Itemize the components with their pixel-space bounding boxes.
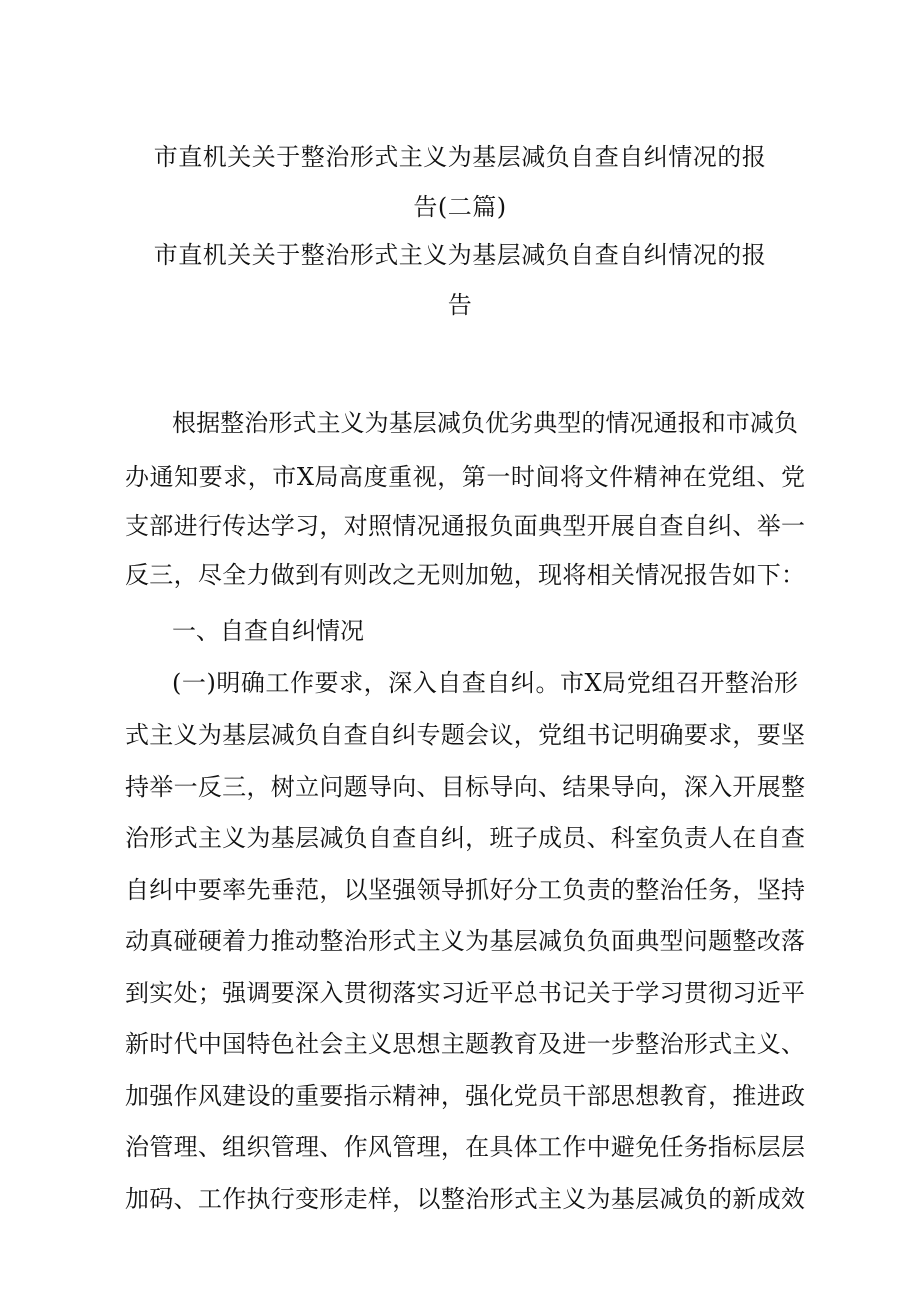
intro-line: 反三，尽全力做到有则改之无则加勉，现将相关情况报告如下： (125, 561, 805, 589)
intro-line: 办通知要求，市X局高度重视，第一时间将文件精神在党组、党 (125, 463, 805, 491)
paragraph-line: (一)明确工作要求，深入自查自纠。市X局党组召开整治形 (172, 669, 798, 697)
intro-line: 根据整治形式主义为基层减负优劣典型的情况通报和市减负 (172, 409, 798, 437)
document-title-line-2: 告(二篇) (413, 193, 507, 221)
document-title-line-4: 告 (447, 291, 473, 319)
paragraph-line: 持举一反三，树立问题导向、目标导向、结果导向，深入开展整 (125, 773, 805, 801)
paragraph-line: 加码、工作执行变形走样，以整治形式主义为基层减负的新成效 (125, 1185, 805, 1213)
paragraph-line: 到实处；强调要深入贯彻落实习近平总书记关于学习贯彻习近平 (125, 979, 805, 1007)
section-heading: 一、自查自纠情况 (172, 617, 364, 645)
intro-line: 支部进行传达学习，对照情况通报负面典型开展自查自纠、举一 (125, 512, 805, 540)
paragraph-line: 新时代中国特色社会主义思想主题教育及进一步整治形式主义、 (125, 1030, 805, 1058)
document-title-line-3: 市直机关关于整治形式主义为基层减负自查自纠情况的报 (153, 241, 767, 269)
paragraph-line: 治形式主义为基层减负自查自纠，班子成员、科室负责人在自查 (125, 824, 805, 852)
paragraph-line: 自纠中要率先垂范，以坚强领导抓好分工负责的整治任务，坚持 (125, 876, 805, 904)
paragraph-line: 式主义为基层减负自查自纠专题会议，党组书记明确要求，要坚 (125, 721, 805, 749)
paragraph-line: 动真碰硬着力推动整治形式主义为基层减负负面典型问题整改落 (125, 927, 805, 955)
paragraph-line: 加强作风建设的重要指示精神，强化党员干部思想教育，推进政 (125, 1082, 805, 1110)
document-title-line-1: 市直机关关于整治形式主义为基层减负自查自纠情况的报 (153, 143, 767, 171)
paragraph-line: 治管理、组织管理、作风管理，在具体工作中避免任务指标层层 (125, 1133, 805, 1161)
